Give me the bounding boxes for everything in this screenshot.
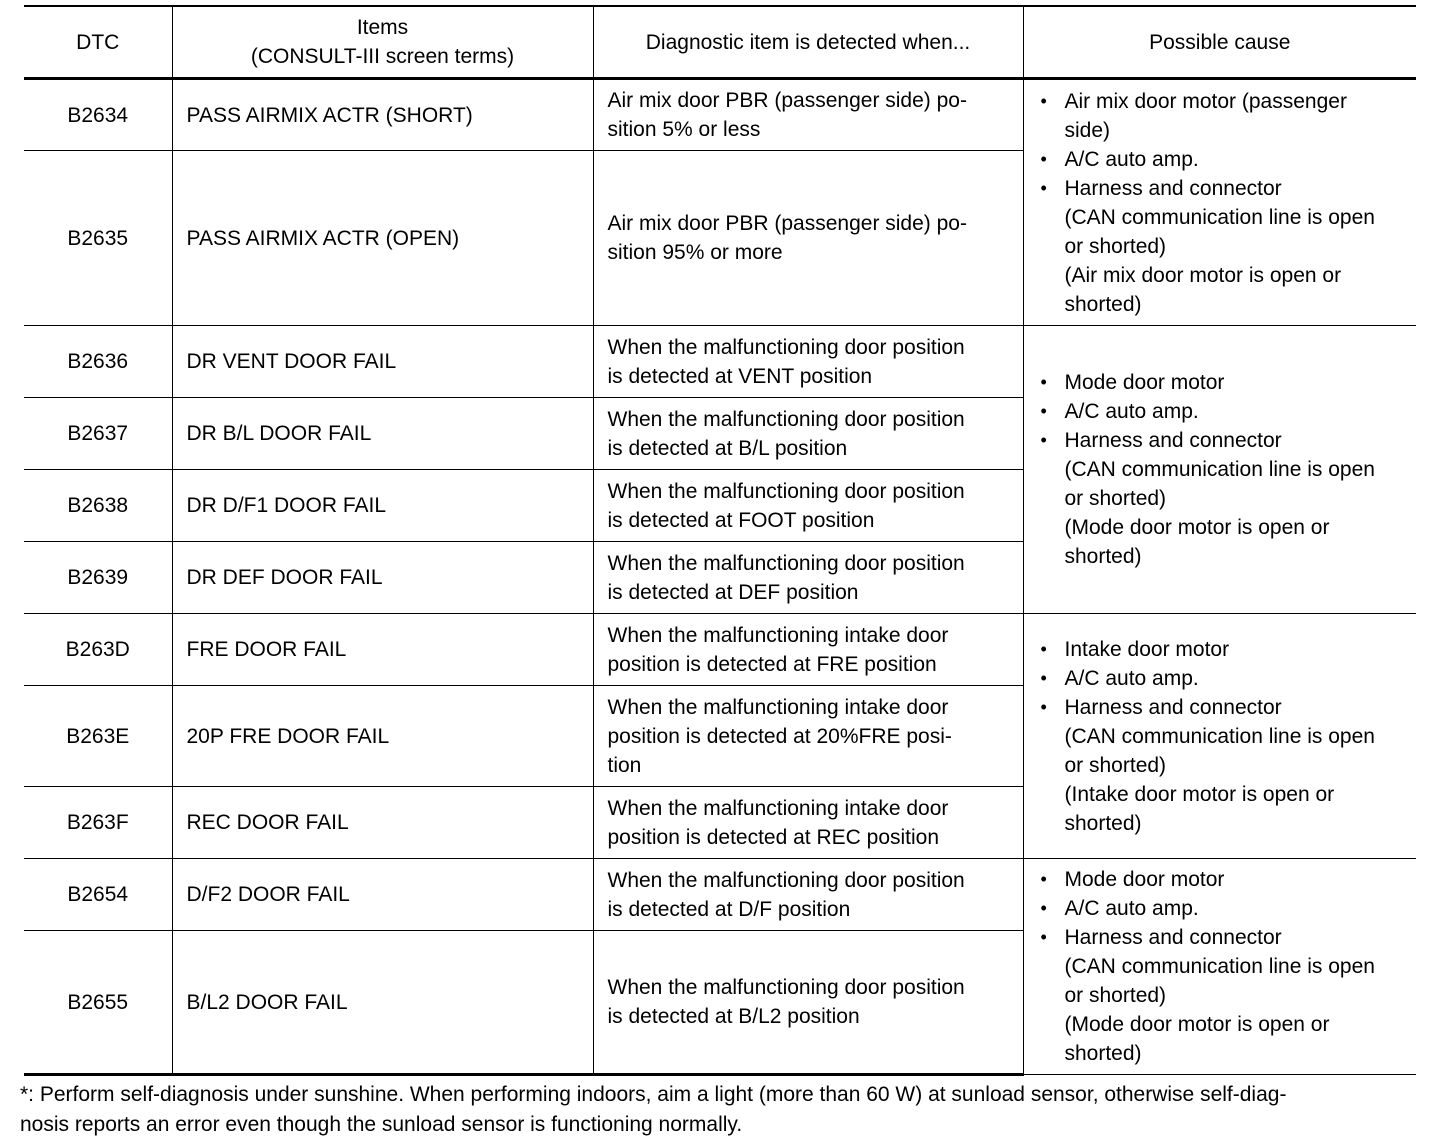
- detection-condition: [593, 686, 1023, 787]
- dtc-code: B2655: [24, 931, 172, 1075]
- cause-line: • Harness and connector: [1064, 176, 1282, 200]
- cause-line: (CAN communication line is open: [1064, 724, 1375, 748]
- item-name: FRE DOOR FAIL: [172, 614, 593, 686]
- detection-line: position is detected at REC position: [607, 825, 940, 849]
- footnote-line: nosis reports an error even though the sunload sensor is functioning normally.: [20, 1113, 743, 1136]
- dtc-code: B263D: [24, 614, 172, 686]
- detection-line: is detected at B/L2 position: [607, 1005, 860, 1028]
- detection-line: sition 5% or less: [607, 118, 761, 141]
- header-cause: Possible cause: [1023, 6, 1416, 79]
- detection-line: position is detected at 20%FRE posi-: [607, 724, 952, 748]
- detection-condition: [593, 542, 1023, 614]
- item-name: PASS AIRMIX ACTR (OPEN): [172, 151, 593, 326]
- cause-item: • A/C auto amp.: [1038, 145, 1403, 174]
- cause-line: (CAN communication line is open: [1064, 458, 1375, 481]
- cause-line: shorted): [1064, 1042, 1142, 1065]
- detection-condition: [593, 859, 1023, 931]
- detection-line: When the malfunctioning door position: [607, 868, 965, 892]
- detection-line: When the malfunctioning intake door: [607, 623, 949, 647]
- detection-condition: [593, 151, 1023, 326]
- header-items-line2: (CONSULT-III screen terms): [250, 45, 515, 68]
- cause-line: side): [1064, 118, 1111, 142]
- cause-line: (Mode door motor is open or: [1064, 516, 1330, 539]
- detection-condition: [593, 931, 1023, 1075]
- cause-item: [1038, 426, 1403, 571]
- cause-line: (Air mix door motor is open or: [1064, 263, 1342, 287]
- cause-item: • A/C auto amp.: [1038, 664, 1403, 693]
- cause-line: or shorted): [1064, 984, 1167, 1007]
- detection-line: is detected at B/L position: [607, 436, 848, 460]
- cause-line: or shorted): [1064, 753, 1167, 777]
- item-name: D/F2 DOOR FAIL: [172, 859, 593, 931]
- dtc-code: B2635: [24, 151, 172, 326]
- cause-item: • A/C auto amp.: [1038, 894, 1403, 923]
- cause-item: • A/C auto amp.: [1038, 397, 1403, 426]
- cause-item: [1038, 174, 1403, 319]
- cause-line: shorted): [1064, 811, 1142, 835]
- table-row: [24, 79, 1416, 151]
- table-row: [24, 859, 1416, 931]
- detection-line: position is detected at FRE position: [607, 652, 937, 676]
- cause-line: • Air mix door motor (passenger: [1064, 89, 1347, 113]
- cause-line: (Mode door motor is open or: [1064, 1013, 1330, 1036]
- detection-line: Air mix door PBR (passenger side) po-: [607, 212, 967, 235]
- detection-line: is detected at DEF position: [607, 580, 859, 604]
- dtc-table: [24, 5, 1416, 1076]
- cause-item: • Intake door motor: [1038, 635, 1403, 664]
- detection-line: When the malfunctioning door position: [607, 479, 965, 503]
- possible-cause-list: [1038, 865, 1403, 1068]
- footnote: [20, 1080, 1430, 1140]
- cause-item: [1038, 693, 1403, 838]
- dtc-code: B263E: [24, 686, 172, 787]
- detection-line: is detected at D/F position: [607, 897, 851, 921]
- header-dtc: DTC: [24, 6, 172, 79]
- dtc-code: B2638: [24, 470, 172, 542]
- cause-item: [1038, 923, 1403, 1068]
- dtc-code: B2637: [24, 398, 172, 470]
- possible-cause-list: [1038, 368, 1403, 571]
- header-row: [24, 6, 1416, 79]
- table-row: [24, 614, 1416, 686]
- cause-line: or shorted): [1064, 234, 1167, 258]
- detection-condition: [593, 326, 1023, 398]
- detection-line: is detected at VENT position: [607, 364, 873, 388]
- detection-line: tion: [607, 753, 642, 777]
- detection-condition: [593, 787, 1023, 859]
- cause-item: • Mode door motor: [1038, 368, 1403, 397]
- cause-line: shorted): [1064, 292, 1142, 316]
- table-row: [24, 326, 1416, 398]
- possible-cause-list: [1038, 635, 1403, 838]
- dtc-code: B263F: [24, 787, 172, 859]
- detection-line: sition 95% or more: [607, 241, 783, 264]
- detection-condition: [593, 79, 1023, 151]
- detection-line: When the malfunctioning door position: [607, 335, 965, 359]
- possible-cause-cell: [1023, 859, 1416, 1075]
- detection-condition: [593, 470, 1023, 542]
- cause-line: • Harness and connector: [1064, 429, 1282, 452]
- detection-line: Air mix door PBR (passenger side) po-: [607, 89, 967, 112]
- detection-line: is detected at FOOT position: [607, 508, 875, 532]
- possible-cause-cell: [1023, 79, 1416, 326]
- item-name: 20P FRE DOOR FAIL: [172, 686, 593, 787]
- item-name: DR DEF DOOR FAIL: [172, 542, 593, 614]
- cause-line: or shorted): [1064, 487, 1167, 510]
- header-items-line1: Items: [356, 16, 409, 39]
- item-name: PASS AIRMIX ACTR (SHORT): [172, 79, 593, 151]
- item-name: REC DOOR FAIL: [172, 787, 593, 859]
- cause-line: (Intake door motor is open or: [1064, 782, 1335, 806]
- detection-condition: [593, 398, 1023, 470]
- detection-condition: [593, 614, 1023, 686]
- dtc-code: B2636: [24, 326, 172, 398]
- detection-line: When the malfunctioning intake door: [607, 695, 949, 719]
- cause-line: (CAN communication line is open: [1064, 955, 1375, 978]
- possible-cause-cell: [1023, 326, 1416, 614]
- cause-line: • Harness and connector: [1064, 926, 1282, 949]
- detection-line: When the malfunctioning door position: [607, 976, 965, 999]
- dtc-code: B2634: [24, 79, 172, 151]
- cause-line: (CAN communication line is open: [1064, 205, 1375, 229]
- possible-cause-cell: [1023, 614, 1416, 859]
- item-name: DR VENT DOOR FAIL: [172, 326, 593, 398]
- item-name: DR D/F1 DOOR FAIL: [172, 470, 593, 542]
- item-name: B/L2 DOOR FAIL: [172, 931, 593, 1075]
- header-items: [172, 6, 593, 79]
- dtc-code: B2654: [24, 859, 172, 931]
- footnote-line: *: Perform self-diagnosis under sunshine. When performing indoors, aim a light (more than 60 W) at sunload sensor, otherwise self-diag-: [20, 1083, 1287, 1106]
- detection-line: When the malfunctioning door position: [607, 407, 965, 431]
- cause-item: • Mode door motor: [1038, 865, 1403, 894]
- detection-line: When the malfunctioning intake door: [607, 796, 949, 820]
- dtc-code: B2639: [24, 542, 172, 614]
- cause-item: [1038, 87, 1403, 145]
- possible-cause-list: [1038, 87, 1403, 319]
- item-name: DR B/L DOOR FAIL: [172, 398, 593, 470]
- cause-line: • Harness and connector: [1064, 695, 1282, 719]
- cause-line: shorted): [1064, 545, 1142, 568]
- header-detected: Diagnostic item is detected when...: [593, 6, 1023, 79]
- detection-line: When the malfunctioning door position: [607, 551, 965, 575]
